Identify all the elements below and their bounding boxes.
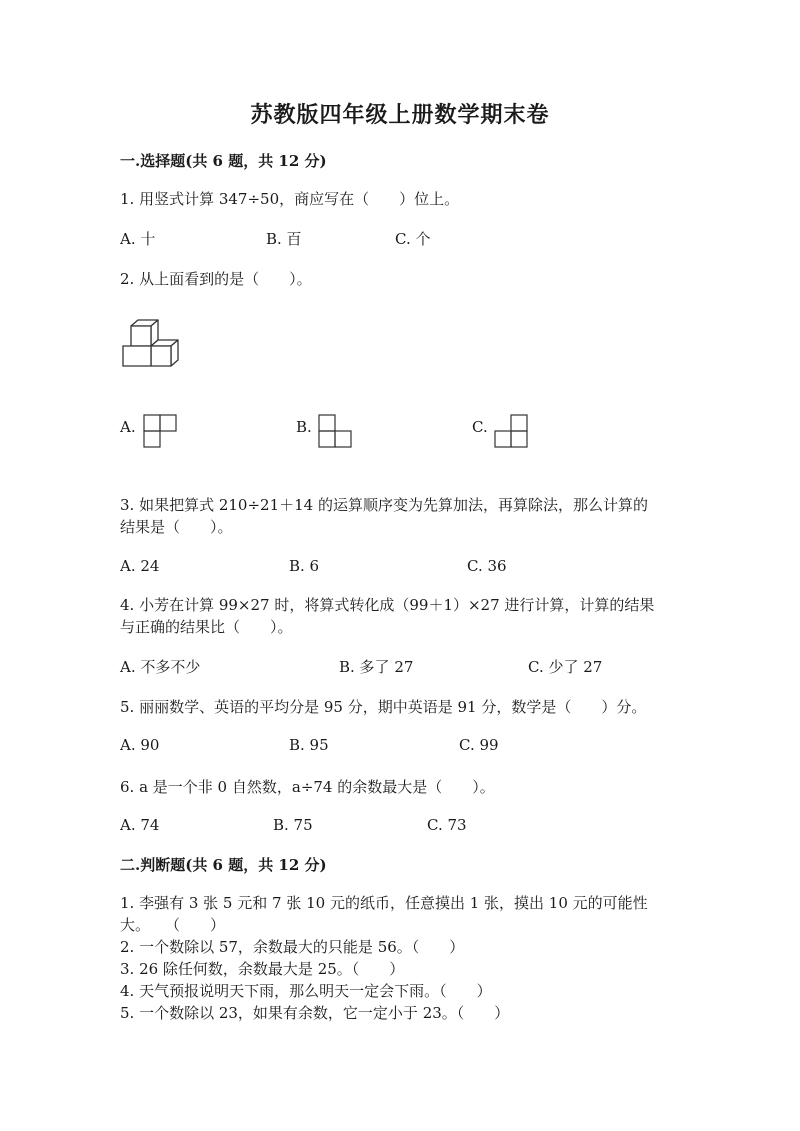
q2-option-b: B. [296,418,312,436]
q3-option-c: C. 36 [467,557,507,575]
judgment-1-line2: 大。 （ ） [120,916,226,934]
judgment-5: 5. 一个数除以 23，如果有余数，它一定小于 23。（ ） [120,1004,510,1022]
judgment-2: 2. 一个数除以 57，余数最大的只能是 56。（ ） [120,938,465,956]
q5-option-c: C. 99 [459,736,499,754]
question-6: 6. a 是一个非 0 自然数，a÷74 的余数最大是（ ）。 [120,778,495,796]
q4-option-c: C. 少了 27 [528,658,603,676]
question-1: 1. 用竖式计算 347÷50，商应写在（ ）位上。 [120,190,460,208]
judgment-1-line1: 1. 李强有 3 张 5 元和 7 张 10 元的纸币，任意摸出 1 张，摸出 10 元的可能性 [120,894,648,912]
q1-option-a: A. 十 [120,230,156,248]
judgment-3: 3. 26 除任何数，余数最大是 25。（ ） [120,960,405,978]
question-3-line2: 结果是（ ）。 [120,518,233,536]
q6-option-b: B. 75 [273,816,313,834]
question-5: 5. 丽丽数学、英语的平均分是 95 分，期中英语是 91 分，数学是（ ）分。 [120,698,647,716]
q2-option-a-view [143,414,177,448]
page-title: 苏教版四年级上册数学期末卷 [250,102,550,128]
judgment-4: 4. 天气预报说明天下雨，那么明天一定会下雨。（ ） [120,982,492,1000]
q3-option-b: B. 6 [289,557,320,575]
question-4-line2: 与正确的结果比（ ）。 [120,618,293,636]
q5-option-b: B. 95 [289,736,329,754]
cube-figure [118,318,184,372]
q6-option-a: A. 74 [120,816,160,834]
q2-option-c-view [494,414,528,448]
question-3-line1: 3. 如果把算式 210÷21＋14 的运算顺序变为先算加法，再算除法，那么计算的 [120,496,648,514]
q1-option-b: B. 百 [266,230,302,248]
q4-option-a: A. 不多不少 [120,658,201,676]
question-2: 2. 从上面看到的是（ ）。 [120,270,312,288]
q6-option-c: C. 73 [427,816,467,834]
question-4-line1: 4. 小芳在计算 99×27 时，将算式转化成（99＋1）×27 进行计算，计算的结果 [120,596,655,614]
q2-option-c: C. [472,418,488,436]
q2-option-a: A. [120,418,136,436]
section-heading-choice: 一.选择题(共 6 题，共 12 分) [120,152,327,170]
q2-option-b-view [318,414,352,448]
section-heading-judgment: 二.判断题(共 6 题，共 12 分) [120,856,327,874]
q3-option-a: A. 24 [120,557,160,575]
q4-option-b: B. 多了 27 [339,658,414,676]
q5-option-a: A. 90 [120,736,160,754]
q1-option-c: C. 个 [395,230,431,248]
